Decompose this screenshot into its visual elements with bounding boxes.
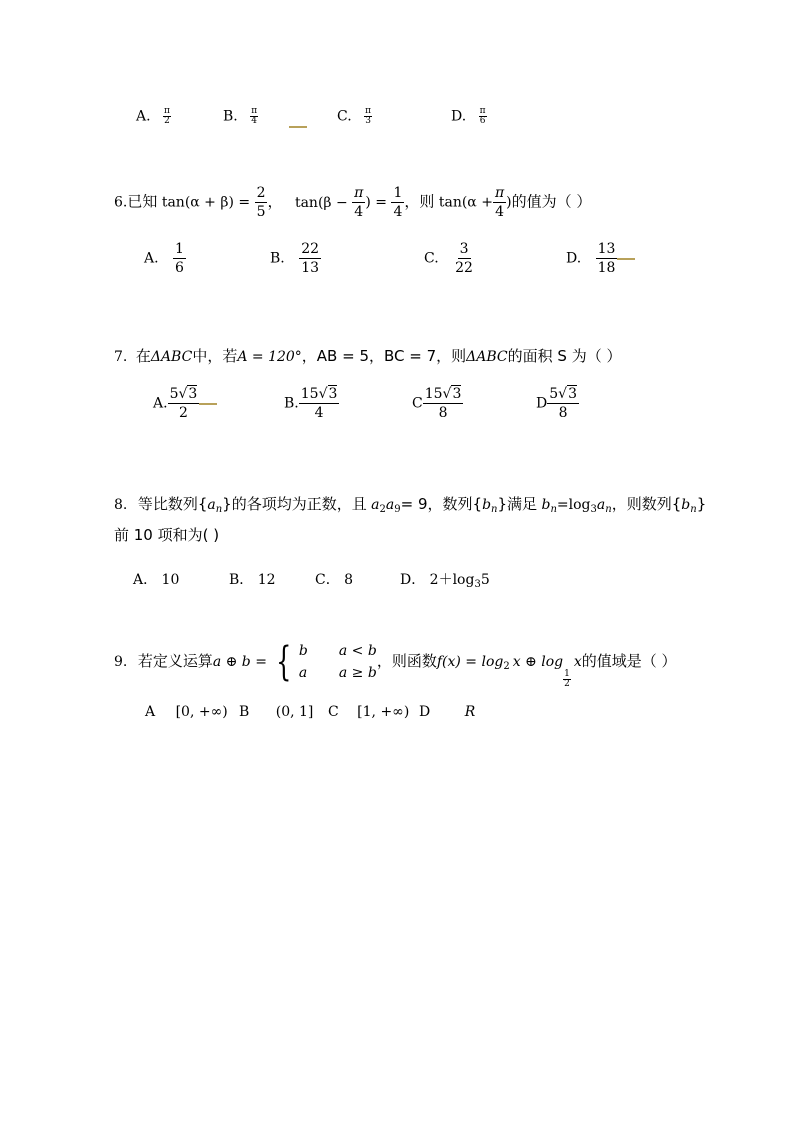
q9-log-sub: 2 xyxy=(503,661,510,672)
q8-stem-text-1: 等比数列{ xyxy=(137,495,208,513)
q7-option-c xyxy=(412,387,463,420)
q5-option-c-label: C. xyxy=(337,108,352,125)
q7-stem-text-3: ，AB = 5，BC = 7，则 xyxy=(301,347,467,365)
q7-option-c-label: C xyxy=(412,395,423,412)
q6-tan-target-pre: tan(α + xyxy=(438,194,493,211)
q6-stem-text-3: 的值为（ ） xyxy=(511,192,592,211)
q7-option-d-fraction: $\frac{5√3}{8}$ xyxy=(549,386,577,421)
q7-option-a-fraction: $\frac{5√3}{2}$ xyxy=(169,386,198,421)
q5-option-d-fraction: $\frac{\pi}{6}$ xyxy=(479,106,486,126)
q6-fraction-2-5: $\frac{2}{5}$ xyxy=(256,185,266,220)
q6-tan-diff-pre: tan(β − xyxy=(294,194,348,211)
q6-stem-text-1: 已知 xyxy=(127,192,158,211)
q8-an2-sub: n xyxy=(605,504,612,515)
q6-option-a-label: A. xyxy=(144,250,159,267)
q6-option-c-label: C. xyxy=(424,250,439,267)
q6-option-c-fraction: $\frac{3}{22}$ xyxy=(455,241,473,276)
q6-sep: ， xyxy=(267,192,283,211)
q8-option-d xyxy=(400,569,490,590)
q8-an-sub: n xyxy=(215,504,223,515)
q8-option-d-text: D． 2＋log xyxy=(400,572,475,588)
q6-stem xyxy=(114,186,591,219)
q9-option-d-label: D xyxy=(419,704,431,720)
q8-a9: a xyxy=(385,497,395,513)
q7-option-b xyxy=(284,387,339,420)
q8-stem-text-4: }满足 xyxy=(497,495,538,513)
q7-number: 7. xyxy=(114,349,128,365)
q7-stem xyxy=(114,345,621,366)
q9-operation: a ⊕ b = xyxy=(212,654,267,670)
q7-stem-text-4: 的面积 S 为（ ） xyxy=(507,347,622,365)
q8-stem-text-3: = 9，数列{ xyxy=(400,495,483,513)
q9-option-a xyxy=(145,704,228,720)
q7-answer-underline xyxy=(199,403,217,405)
q6-option-b-label: B. xyxy=(270,250,285,267)
q5-option-b xyxy=(223,107,258,126)
q5-options-row xyxy=(136,107,171,126)
q8-option-b: B． 12 xyxy=(229,572,276,588)
q6-option-d-fraction: $\frac{13}{18}$ xyxy=(597,241,616,276)
q8-stem-line-1 xyxy=(114,493,706,515)
q6-fraction-pi-4-a: $\frac{\pi}{4}$ xyxy=(354,185,364,220)
q5-option-a-fraction: $\frac{\pi}{2}$ xyxy=(164,106,170,126)
q8-stem-text-7: } xyxy=(696,495,707,513)
q9-option-a-label: A xyxy=(145,704,156,720)
q8-stem-text-5: =log xyxy=(556,497,591,513)
q6-tan-diff-post: ) = xyxy=(365,194,387,211)
q5-option-c-fraction: $\frac{\pi}{3}$ xyxy=(365,106,372,126)
q9-option-b-label: B xyxy=(239,704,250,720)
q8-bn: b xyxy=(482,497,492,513)
q8-a2-sub: 2 xyxy=(379,504,386,515)
q8-stem-line-2: 前 10 项和为( ) xyxy=(114,526,220,544)
q9-option-b-value: (0, 1] xyxy=(275,704,314,720)
q8-bn3: b xyxy=(681,497,691,513)
q7-option-a-label: A. xyxy=(153,395,168,412)
q7-option-b-label: B. xyxy=(284,395,299,412)
q6-tan-sum: tan(α + β) = xyxy=(161,194,251,211)
q7-option-c-fraction: $\frac{15√3}{8}$ xyxy=(424,386,462,421)
q6-tan-target-post: ) xyxy=(506,194,512,211)
q6-option-d-label: D. xyxy=(566,250,582,267)
q7-stem-text-2: 中，若 xyxy=(192,347,238,365)
q8-bn2: b xyxy=(541,497,551,513)
q8-a2: a xyxy=(371,497,380,513)
q5-option-c xyxy=(337,107,372,126)
q8-stem-text-6: ，则数列{ xyxy=(611,495,682,513)
q9-option-c-value: [1, +∞) xyxy=(357,704,410,720)
q8-stem-text-2: }的各项均为正数，且 xyxy=(222,495,367,513)
q9-option-d-value: R xyxy=(464,704,476,720)
q6-option-a-fraction: $\frac{1}{6}$ xyxy=(175,241,184,276)
q6-option-a xyxy=(144,242,186,275)
q8-log-base: 3 xyxy=(590,504,597,515)
q8-option-d-sub: 3 xyxy=(474,579,481,590)
q8-option-a: A． 10 xyxy=(133,572,180,588)
q7-triangle: ΔABC xyxy=(150,349,193,365)
q7-stem-text-1: 在 xyxy=(135,347,151,365)
q9-piecewise: { b a < b a a ≥ b xyxy=(276,639,377,685)
q7-option-d-label: D xyxy=(536,395,548,412)
q6-stem-text-2: ，则 xyxy=(404,192,435,211)
q8-an2: a xyxy=(596,497,606,513)
q9-stem-text-1: 若定义运算 xyxy=(137,652,213,670)
q6-answer-underline xyxy=(617,258,635,260)
q9-option-a-value: [0, +∞) xyxy=(175,704,228,720)
q7-triangle-2: ΔABC xyxy=(466,349,508,365)
q8-bn-sub: n xyxy=(491,504,498,515)
q7-option-a xyxy=(153,387,217,420)
q8-bn2-sub: n xyxy=(550,504,557,515)
q9-mid: x ⊕ log xyxy=(512,654,564,670)
q7-angle: A = 120° xyxy=(237,349,302,365)
q9-stem-text-3: 的值域是（ ） xyxy=(581,652,677,670)
q6-option-b-fraction: $\frac{22}{13}$ xyxy=(301,241,320,276)
q7-option-d xyxy=(536,387,579,420)
q9-option-c-label: C xyxy=(328,704,339,720)
q9-stem xyxy=(114,640,677,689)
q5-answer-underline xyxy=(289,116,307,135)
q5-option-d-label: D. xyxy=(451,108,467,125)
q9-number: 9. xyxy=(114,654,128,670)
q8-bn3-sub: n xyxy=(690,504,697,515)
q9-option-d xyxy=(419,704,475,720)
q8-an: a xyxy=(207,497,216,513)
q6-number: 6. xyxy=(114,194,128,211)
q6-fraction-1-4: $\frac{1}{4}$ xyxy=(393,185,403,220)
q8-option-d-tail: 5 xyxy=(480,572,490,588)
q8-option-c: C． 8 xyxy=(315,572,354,588)
q7-option-b-fraction: $\frac{15√3}{4}$ xyxy=(300,386,338,421)
q9-option-c xyxy=(328,704,409,720)
q8-number: 8. xyxy=(114,497,128,513)
q9-log-half-base: $\frac{1}{2}$ xyxy=(564,669,570,689)
q6-fraction-pi-4-b: $\frac{\pi}{4}$ xyxy=(494,185,505,220)
q9-stem-text-2: ，则函数 xyxy=(376,652,437,670)
q5-option-b-label: B. xyxy=(223,108,238,125)
q8-a9-sub: 9 xyxy=(394,504,401,515)
q5-option-d xyxy=(451,107,487,126)
q9-option-b xyxy=(239,704,313,720)
q5-option-a-label: A. xyxy=(136,108,151,125)
q6-option-c xyxy=(424,242,475,275)
q6-option-b xyxy=(270,242,321,275)
q9-tail: x xyxy=(573,654,582,670)
q5-option-b-fraction: $\frac{\pi}{4}$ xyxy=(251,106,258,126)
q9-function: f(x) = log xyxy=(436,654,504,670)
q6-option-d xyxy=(566,242,635,275)
